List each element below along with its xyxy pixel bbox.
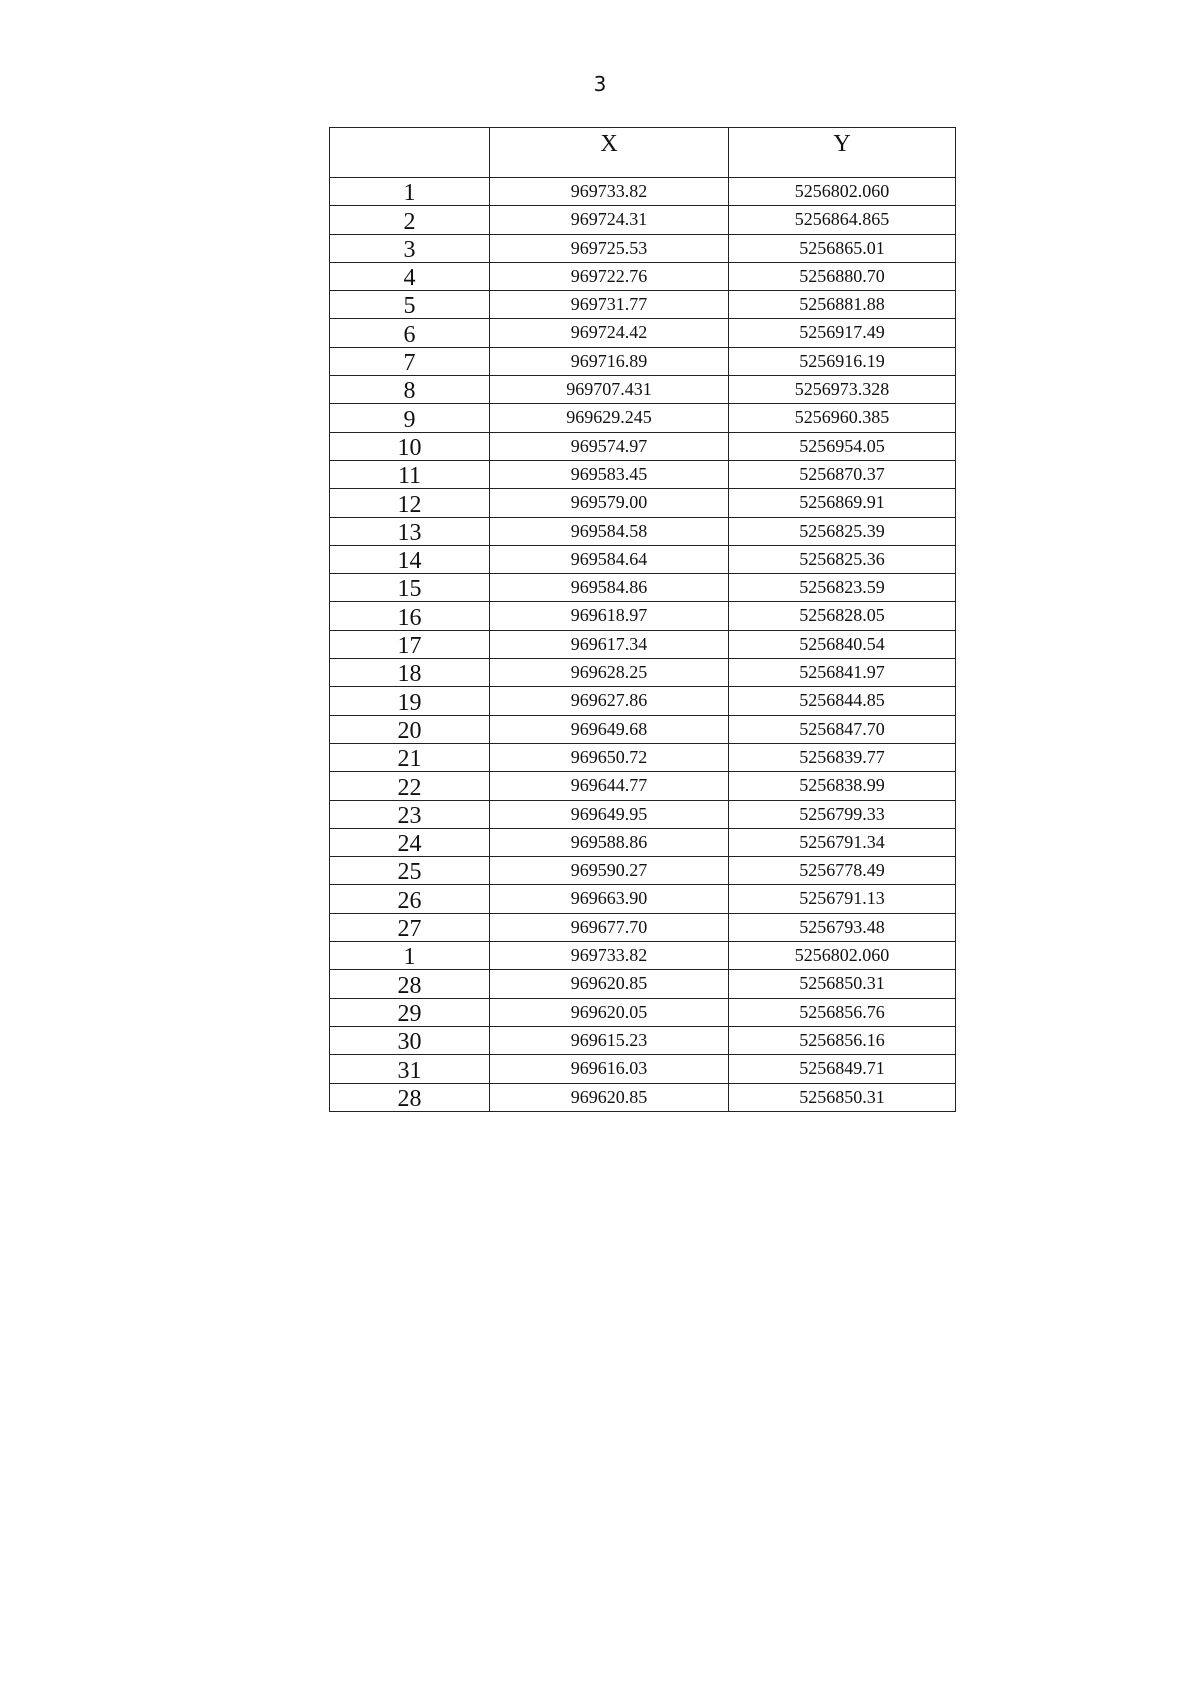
point-number-cell: 27	[330, 913, 490, 941]
point-number-cell: 13	[330, 517, 490, 545]
point-number-cell: 1	[330, 942, 490, 970]
x-coordinate-cell: 969617.34	[490, 630, 729, 658]
point-number-cell: 29	[330, 998, 490, 1026]
x-coordinate-cell: 969579.00	[490, 489, 729, 517]
point-number-cell: 2	[330, 206, 490, 234]
x-coordinate-cell: 969615.23	[490, 1026, 729, 1054]
point-number-cell: 22	[330, 772, 490, 800]
y-coordinate-cell: 5256960.385	[729, 404, 956, 432]
x-coordinate-cell: 969725.53	[490, 234, 729, 262]
y-coordinate-cell: 5256917.49	[729, 319, 956, 347]
x-coordinate-cell: 969584.58	[490, 517, 729, 545]
point-number-cell: 11	[330, 460, 490, 488]
x-coordinate-cell: 969616.03	[490, 1055, 729, 1083]
point-number-cell: 25	[330, 857, 490, 885]
point-number-cell: 28	[330, 970, 490, 998]
point-number-cell: 12	[330, 489, 490, 517]
point-number-cell: 6	[330, 319, 490, 347]
point-number-cell: 14	[330, 545, 490, 573]
x-coordinate-cell: 969677.70	[490, 913, 729, 941]
table-row	[330, 772, 956, 800]
table-row	[330, 630, 956, 658]
x-coordinate-cell: 969649.95	[490, 800, 729, 828]
x-coordinate-cell: 969650.72	[490, 743, 729, 771]
x-coordinate-cell: 969620.05	[490, 998, 729, 1026]
point-number-cell: 28	[330, 1083, 490, 1111]
x-coordinate-cell: 969663.90	[490, 885, 729, 913]
y-coordinate-cell: 5256844.85	[729, 687, 956, 715]
y-coordinate-cell: 5256856.16	[729, 1026, 956, 1054]
table-row	[330, 517, 956, 545]
table-row	[330, 1026, 956, 1054]
y-coordinate-cell: 5256791.13	[729, 885, 956, 913]
header-row	[330, 128, 956, 178]
point-number-cell: 9	[330, 404, 490, 432]
x-coordinate-cell: 969584.64	[490, 545, 729, 573]
point-number-cell: 7	[330, 347, 490, 375]
y-coordinate-cell: 5256793.48	[729, 913, 956, 941]
table-row	[330, 1055, 956, 1083]
table-row	[330, 998, 956, 1026]
y-coordinate-cell: 5256880.70	[729, 262, 956, 290]
x-coordinate-cell: 969629.245	[490, 404, 729, 432]
table-row	[330, 1083, 956, 1111]
x-coordinate-cell: 969644.77	[490, 772, 729, 800]
point-number-cell: 1	[330, 178, 490, 206]
header-y: Y	[729, 128, 956, 178]
point-number-cell: 15	[330, 574, 490, 602]
point-number-cell: 17	[330, 630, 490, 658]
y-coordinate-cell: 5256870.37	[729, 460, 956, 488]
table-row	[330, 432, 956, 460]
point-number-cell: 3	[330, 234, 490, 262]
table-row	[330, 970, 956, 998]
x-coordinate-cell: 969590.27	[490, 857, 729, 885]
table-row	[330, 828, 956, 856]
y-coordinate-cell: 5256864.865	[729, 206, 956, 234]
point-number-cell: 18	[330, 659, 490, 687]
y-coordinate-cell: 5256799.33	[729, 800, 956, 828]
y-coordinate-cell: 5256839.77	[729, 743, 956, 771]
x-coordinate-cell: 969649.68	[490, 715, 729, 743]
table-row	[330, 178, 956, 206]
table-row	[330, 347, 956, 375]
y-coordinate-cell: 5256954.05	[729, 432, 956, 460]
y-coordinate-cell: 5256825.36	[729, 545, 956, 573]
y-coordinate-cell: 5256841.97	[729, 659, 956, 687]
point-number-cell: 20	[330, 715, 490, 743]
x-coordinate-cell: 969731.77	[490, 291, 729, 319]
table-row	[330, 743, 956, 771]
y-coordinate-cell: 5256850.31	[729, 1083, 956, 1111]
x-coordinate-cell: 969627.86	[490, 687, 729, 715]
table-body	[330, 178, 956, 1112]
table-row	[330, 376, 956, 404]
point-number-cell: 30	[330, 1026, 490, 1054]
y-coordinate-cell: 5256823.59	[729, 574, 956, 602]
point-number-cell: 23	[330, 800, 490, 828]
y-coordinate-cell: 5256802.060	[729, 942, 956, 970]
x-coordinate-cell: 969724.42	[490, 319, 729, 347]
point-number-cell: 5	[330, 291, 490, 319]
table-row	[330, 602, 956, 630]
table-header	[330, 128, 956, 178]
x-coordinate-cell: 969716.89	[490, 347, 729, 375]
y-coordinate-cell: 5256881.88	[729, 291, 956, 319]
y-coordinate-cell: 5256791.34	[729, 828, 956, 856]
point-number-cell: 19	[330, 687, 490, 715]
header-x: X	[490, 128, 729, 178]
table-row	[330, 545, 956, 573]
page-number: 3	[593, 72, 607, 96]
table-row	[330, 715, 956, 743]
table-row	[330, 687, 956, 715]
table-row	[330, 489, 956, 517]
header-point-number	[330, 128, 490, 178]
x-coordinate-cell: 969628.25	[490, 659, 729, 687]
table-row	[330, 460, 956, 488]
x-coordinate-cell: 969733.82	[490, 942, 729, 970]
x-coordinate-cell: 969620.85	[490, 1083, 729, 1111]
y-coordinate-cell: 5256973.328	[729, 376, 956, 404]
y-coordinate-cell: 5256778.49	[729, 857, 956, 885]
point-number-cell: 24	[330, 828, 490, 856]
point-number-cell: 4	[330, 262, 490, 290]
x-coordinate-cell: 969588.86	[490, 828, 729, 856]
y-coordinate-cell: 5256838.99	[729, 772, 956, 800]
y-coordinate-cell: 5256825.39	[729, 517, 956, 545]
y-coordinate-cell: 5256856.76	[729, 998, 956, 1026]
x-coordinate-cell: 969584.86	[490, 574, 729, 602]
y-coordinate-cell: 5256865.01	[729, 234, 956, 262]
coordinates-table	[329, 127, 956, 1112]
x-coordinate-cell: 969724.31	[490, 206, 729, 234]
y-coordinate-cell: 5256869.91	[729, 489, 956, 517]
table-row	[330, 206, 956, 234]
table-row	[330, 659, 956, 687]
table-row	[330, 942, 956, 970]
table-row	[330, 319, 956, 347]
point-number-cell: 31	[330, 1055, 490, 1083]
point-number-cell: 26	[330, 885, 490, 913]
y-coordinate-cell: 5256802.060	[729, 178, 956, 206]
table-row	[330, 262, 956, 290]
table-row	[330, 913, 956, 941]
x-coordinate-cell: 969618.97	[490, 602, 729, 630]
y-coordinate-cell: 5256847.70	[729, 715, 956, 743]
table-row	[330, 234, 956, 262]
x-coordinate-cell: 969574.97	[490, 432, 729, 460]
point-number-cell: 16	[330, 602, 490, 630]
y-coordinate-cell: 5256916.19	[729, 347, 956, 375]
x-coordinate-cell: 969722.76	[490, 262, 729, 290]
table-row	[330, 800, 956, 828]
y-coordinate-cell: 5256849.71	[729, 1055, 956, 1083]
x-coordinate-cell: 969620.85	[490, 970, 729, 998]
x-coordinate-cell: 969583.45	[490, 460, 729, 488]
table-row	[330, 857, 956, 885]
table-row	[330, 291, 956, 319]
x-coordinate-cell: 969733.82	[490, 178, 729, 206]
table-row	[330, 404, 956, 432]
point-number-cell: 10	[330, 432, 490, 460]
x-coordinate-cell: 969707.431	[490, 376, 729, 404]
table-row	[330, 574, 956, 602]
point-number-cell: 21	[330, 743, 490, 771]
y-coordinate-cell: 5256828.05	[729, 602, 956, 630]
table-row	[330, 885, 956, 913]
point-number-cell: 8	[330, 376, 490, 404]
y-coordinate-cell: 5256850.31	[729, 970, 956, 998]
y-coordinate-cell: 5256840.54	[729, 630, 956, 658]
